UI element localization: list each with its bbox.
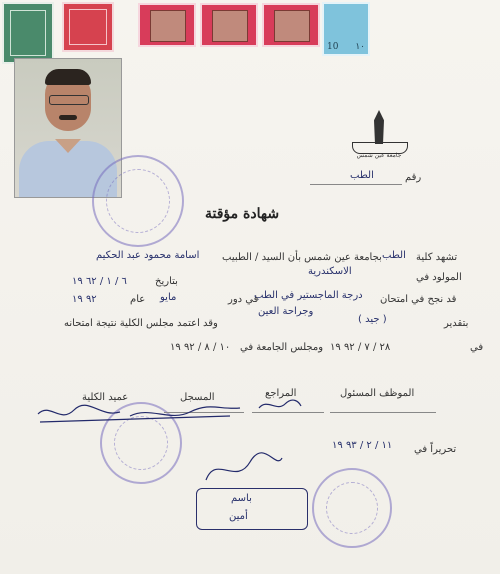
dean-label: عميد الكلية bbox=[82, 392, 129, 403]
reviewer-signature bbox=[255, 396, 305, 414]
holder-name: اسامة محمود عبد الحكيم bbox=[96, 250, 200, 261]
certificate-title: شهادة مؤقتة bbox=[205, 206, 280, 222]
ref-label: رقم bbox=[405, 172, 422, 183]
line3-mid: في دور bbox=[228, 294, 259, 305]
revenue-stamp-blue bbox=[322, 2, 370, 56]
line1-faculty: الطب bbox=[382, 250, 406, 261]
written-date: ١١ / ٢ / ٩٣ ١٩ bbox=[332, 440, 393, 451]
revenue-stamp-1 bbox=[138, 3, 196, 47]
registrar-label: المسجل bbox=[180, 392, 215, 403]
specialty: وجراحة العين bbox=[258, 306, 314, 317]
line7-prefix: في bbox=[470, 342, 484, 353]
written-label: تحريراً في bbox=[414, 444, 457, 455]
ref-value: الطب bbox=[350, 170, 374, 181]
birth-place: الاسكندرية bbox=[308, 266, 352, 277]
line1-prefix: تشهد كلية bbox=[416, 252, 458, 263]
grade: ( جيد ) bbox=[358, 314, 387, 325]
line7-mid: ومجلس الجامعة في bbox=[240, 342, 324, 353]
line3-label: قد نجح في امتحان bbox=[380, 294, 457, 305]
box-line1: باسم bbox=[231, 493, 252, 504]
revenue-stamp-3 bbox=[262, 3, 320, 47]
exam-year: ٩٢ ١٩ bbox=[72, 294, 97, 305]
official-seal-footer bbox=[312, 468, 392, 548]
logo-caption: جامعة عين شمس bbox=[356, 152, 402, 159]
line1-mid: بجامعة عين شمس بأن السيد / الطبيب bbox=[222, 252, 382, 263]
line3-year-label: عام bbox=[130, 294, 146, 305]
stamp-value-arabic: ١٠ bbox=[355, 42, 365, 52]
degree: درجة الماجستير في الطب bbox=[254, 290, 363, 301]
official-seal-photo bbox=[92, 155, 184, 247]
university-logo bbox=[350, 110, 408, 160]
footer-signature bbox=[196, 450, 286, 490]
line2-date-label: بتاريخ bbox=[155, 276, 178, 287]
line6-text: وقد اعتمد مجلس الكلية نتيجة امتحانه bbox=[64, 318, 218, 329]
official-label: الموظف المسئول bbox=[340, 388, 415, 399]
birth-date: ٦ / ١ / ٦٢ ١٩ bbox=[72, 276, 127, 287]
faculty-council-date: ٢٨ / ٧ / ٩٢ ١٩ bbox=[330, 342, 391, 353]
line2-label: المولود في bbox=[416, 272, 462, 283]
reviewer-label: المراجع bbox=[265, 388, 297, 399]
signature-scribbles bbox=[30, 398, 250, 428]
university-council-date: ١٠ / ٨ / ٩٢ ١٩ bbox=[170, 342, 231, 353]
line5-label: بتقدير bbox=[444, 318, 469, 329]
revenue-stamp-green bbox=[2, 2, 54, 64]
box-line2: أمين bbox=[229, 511, 248, 522]
exam-round: مايو bbox=[160, 292, 177, 303]
revenue-stamp-2 bbox=[200, 3, 258, 47]
stamp-value: 10 bbox=[327, 42, 339, 52]
revenue-stamp-red bbox=[62, 2, 114, 52]
authentication-box bbox=[196, 488, 308, 530]
